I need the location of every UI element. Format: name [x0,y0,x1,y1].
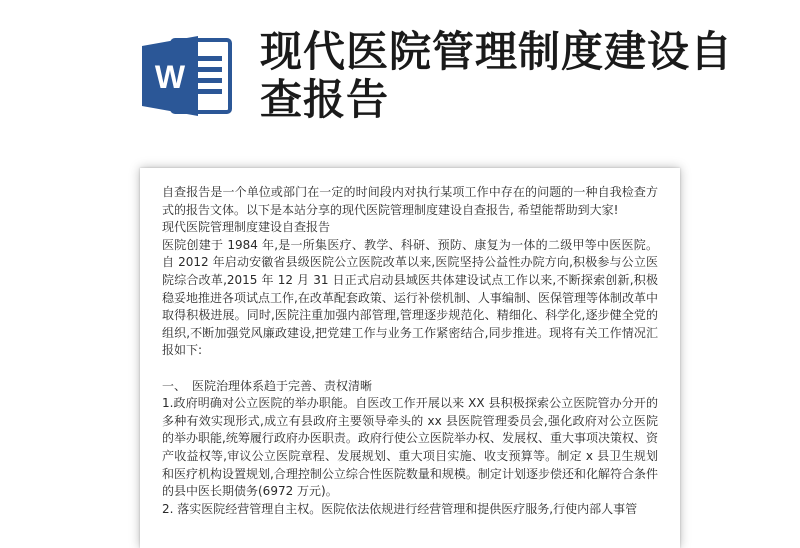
report-subtitle: 现代医院管理制度建设自查报告 [162,220,331,235]
item-2-paragraph: 2. 落实医院经营管理自主权。医院依法依规进行经营管理和提供医疗服务,行使内部人事管 [162,501,638,516]
intro-paragraph: 自查报告是一个单位或部门在一定的时间段内对执行某项工作中存在的问题的一种自我检查方式的报告文体。以下是本站分享的现代医院管理制度建设自查报告, 希望能帮助到大家! [162,185,658,217]
word-document-icon [140,34,236,118]
item-1-paragraph: 1.政府明确对公立医院的举办职能。自医改工作开展以来 XX 县积极探索公立医院管办分开的多种有效实现形式,成立有县政府主要领导牵头的 xx 县医院管理委员会,强化政府对公立医院的举办职能,统筹履行政府办医职责。政府行使公立医院举办权、发展权、重大事项决策权、资产收益权等,审议公立医院章程、发展规划、重大项目实施、收支预算等。制定 x 县卫生规划和医疗机构设置规划,合理控制公立综合性医院数量和规模。制定计划逐步偿还和化解符合条件的县中医长期债务(6972 万元)。 [162,396,658,499]
hospital-overview-paragraph: 医院创建于 1984 年,是一所集医疗、教学、科研、预防、康复为一体的二级甲等中医医院。自 2012 年启动安徽省县级医院公立医院改革以来,医院坚持公益性办院方向,积极参与公立医院综合改革,2015 年 12 月 31 日正式启动县域医共体建设试点工作以来,不断探索创新,积极稳妥地推进各项试点工作,在改革配套政策、运行补偿机制、人事编制、医保管理等体制改革中取得积极进展。同时,医院注重加强内部管理,管理逐步规范化、精细化、科学化,逐步健全党的组织,不断加强党风廉政建设,把党建工作与业务工作紧密结合,同步推进。现将有关工作情况汇报如下: [162,237,658,358]
header-banner [0,0,800,160]
blank-line [162,360,658,378]
document-page [140,168,680,548]
document-body [162,184,658,518]
document-title: 现代医院管理制度建设自查报告 [260,27,734,124]
word-icon-letter: W [154,59,186,95]
section-heading: 一、 医院治理体系趋于完善、责权清晰 [162,378,373,393]
